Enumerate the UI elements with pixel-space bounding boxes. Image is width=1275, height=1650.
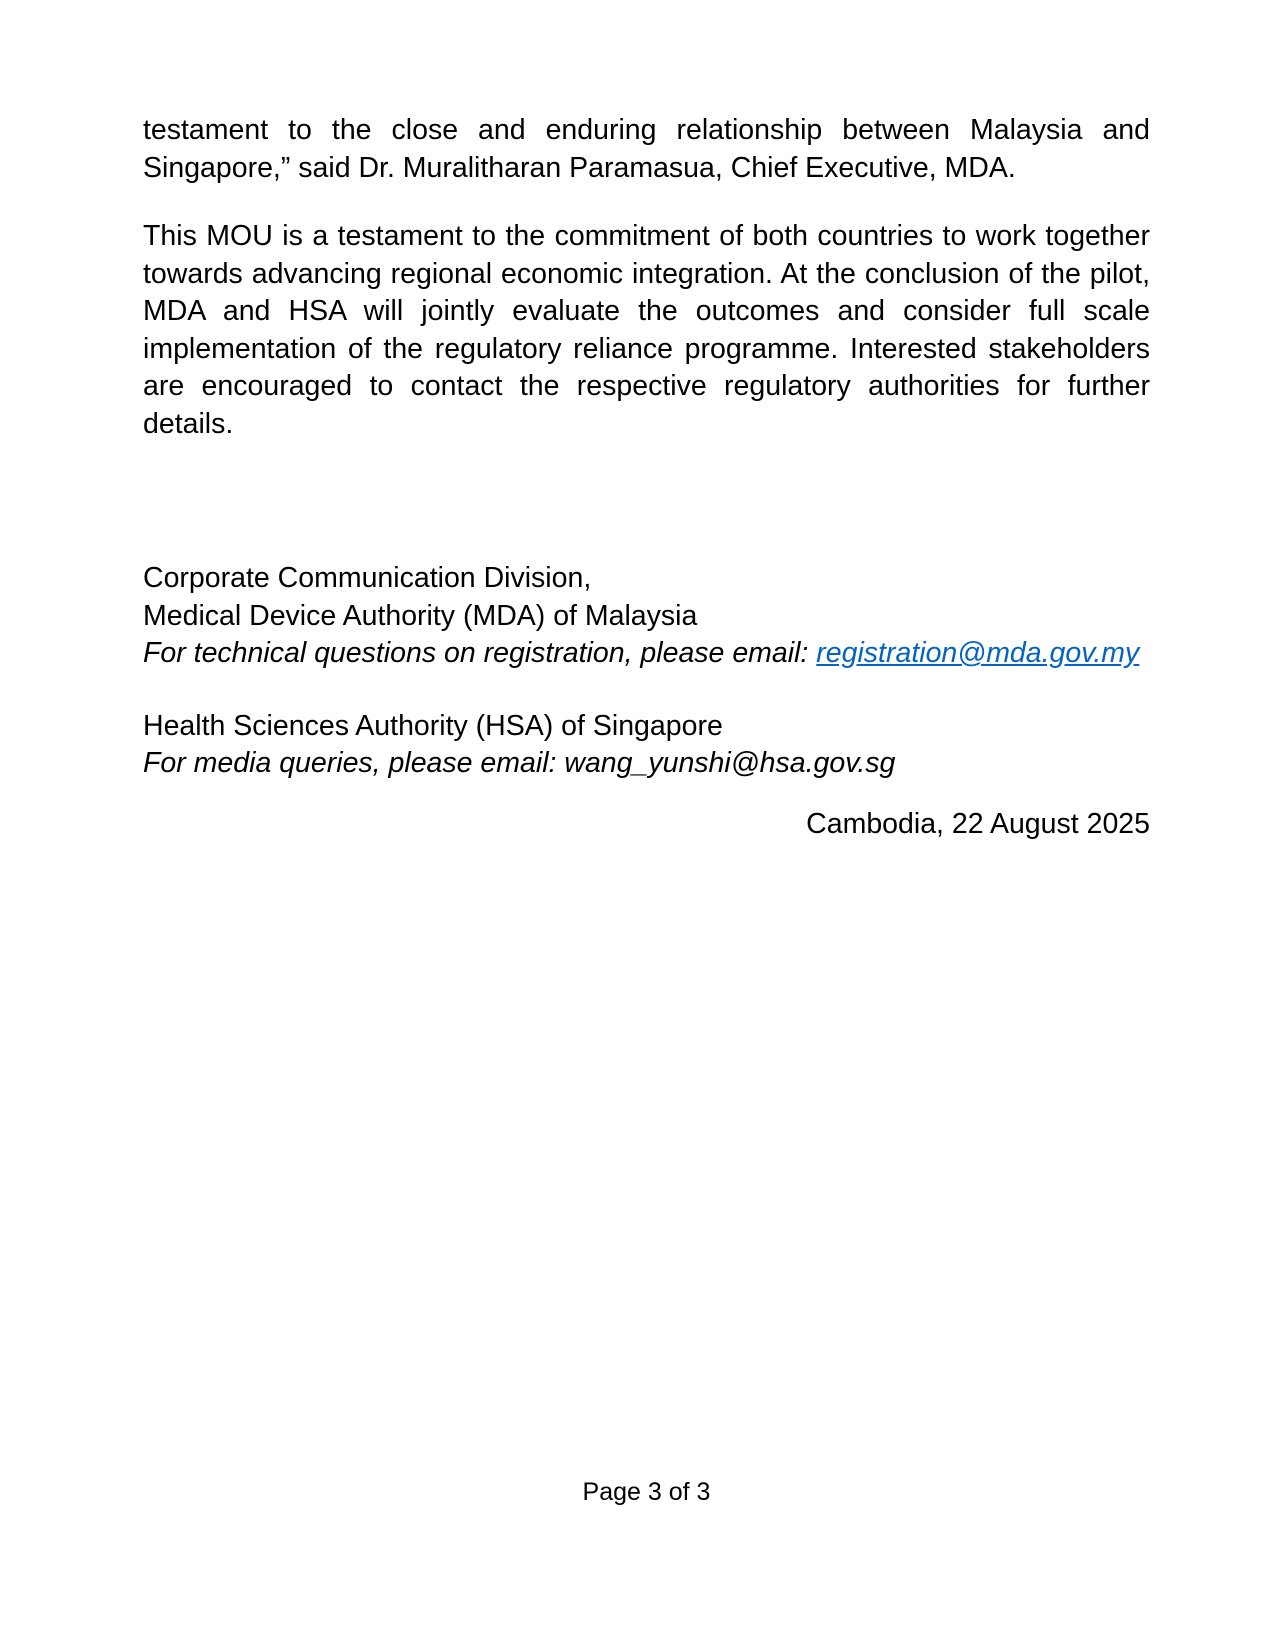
- hsa-authority-line: Health Sciences Authority (HSA) of Singapore: [143, 709, 723, 742]
- mda-contact-note: [143, 635, 1150, 673]
- text-line: are encouraged to contact the respective regulatory authorities for further: [143, 370, 1150, 402]
- text-line: implementation of the regulatory reliance programme. Interested stakeholders: [143, 332, 1150, 365]
- text-line: This MOU is a testament to the commitment of both countries to work together: [143, 220, 1150, 252]
- page-number-footer: Page 3 of 3: [582, 1478, 711, 1506]
- text-line: details.: [143, 407, 234, 440]
- text-line: towards advancing regional economic integration. At the conclusion of the pilot,: [143, 257, 1150, 290]
- mda-division-line: Corporate Communication Division,: [143, 562, 592, 594]
- text-line: Singapore,” said Dr. Muralitharan Paramasua, Chief Executive, MDA.: [143, 151, 1016, 184]
- mda-authority-line: Medical Device Authority (MDA) of Malaysia: [143, 599, 698, 632]
- contact-block-mda: [143, 560, 1150, 673]
- dateline: Cambodia, 22 August 2025: [806, 807, 1150, 840]
- text-line: MDA and HSA will jointly evaluate the outcomes and consider full scale: [143, 295, 1150, 327]
- mda-note-text: For technical questions on registration, please email:: [143, 637, 817, 669]
- hsa-contact-note: For media queries, please email: wang_yunshi@hsa.gov.sg: [143, 747, 896, 779]
- body-paragraph-2: [143, 218, 1150, 443]
- body-paragraph-1: [143, 112, 1150, 187]
- contact-block-hsa: [143, 708, 1150, 783]
- document-content: [143, 0, 1150, 843]
- mda-email-link[interactable]: registration@mda.gov.my: [816, 637, 1140, 669]
- text-line: testament to the close and enduring relationship between Malaysia and: [143, 114, 1150, 146]
